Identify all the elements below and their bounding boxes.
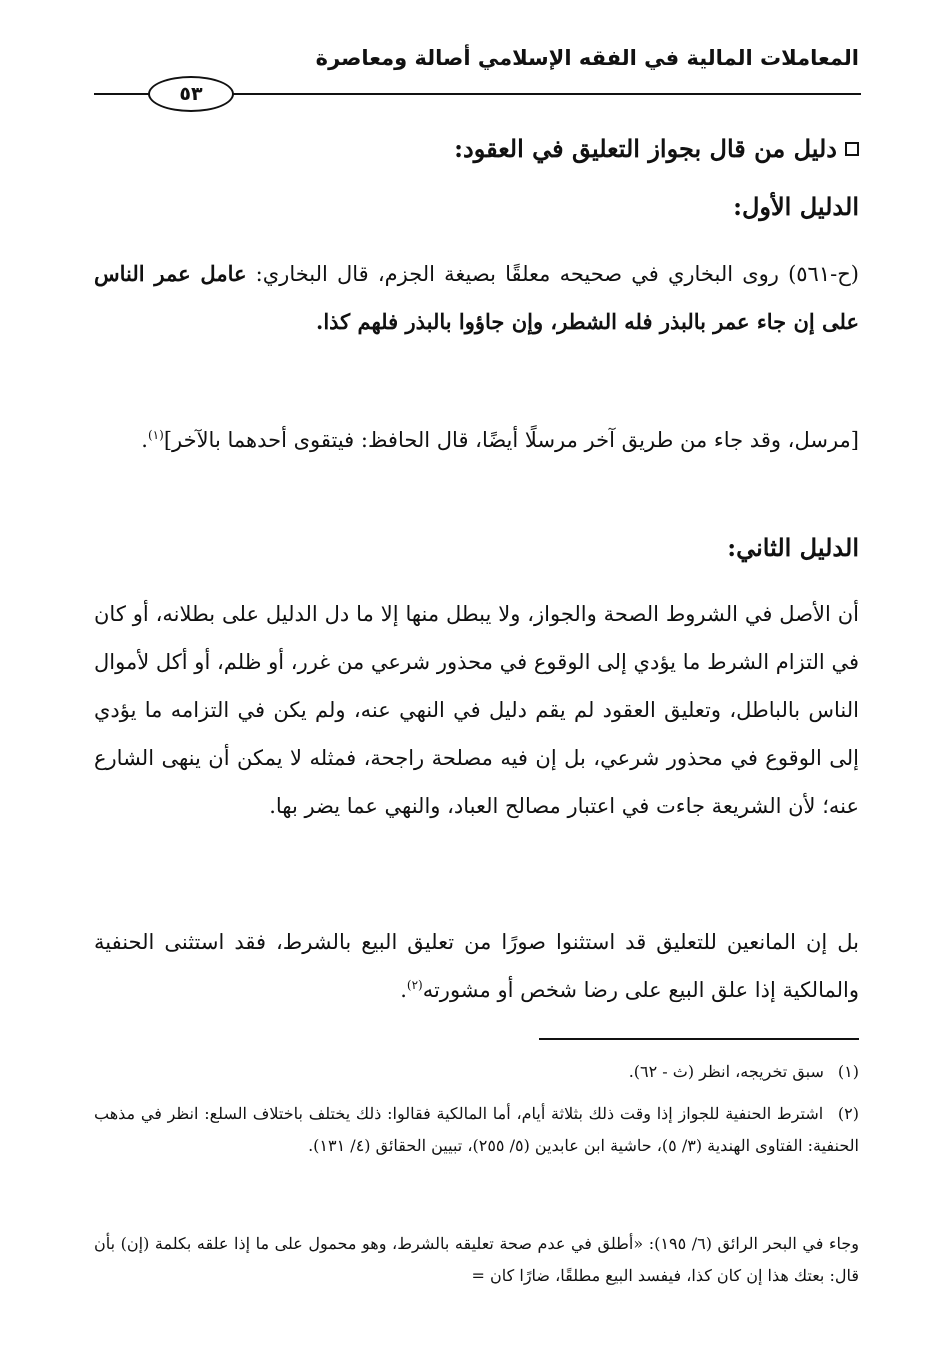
exceptions-end: . <box>400 978 407 1002</box>
footnote-text: اشترط الحنفية للجواز إذا وقت ذلك بثلاثة أيام، أما المالكية فقالوا: ذلك يختلف باختلاف السلع: انظر في مذهب الحنفية: الفتاوى الهندية (٣/ ٥)، حاشية ابن عابدين (٥/ ٢٥٥)، تبيين الحقائق (٤/ ١٣١). <box>94 1104 859 1155</box>
footnote-ref-2[interactable]: (٢) <box>406 978 423 992</box>
footnote-1 <box>94 1056 859 1088</box>
hadith-grading-note <box>94 416 859 464</box>
second-evidence-paragraph: أن الأصل في الشروط الصحة والجواز، ولا يبطل منها إلا ما دل الدليل على بطلانه، أو كان في التزام الشرط ما يؤدي إلى الوقوع في محذور شرعي من غرر، أو ظلم، أو أكل لأموال الناس بالباطل، وتعليق العقود لم يقم دليل في النهي عنه، ولم يكن في التزامه ما يؤدي إلى الوقوع في محذور شرعي، بل إن فيه مصلحة راجحة، فمثله لا يمكن أن ينهى الشارع عنه؛ لأن الشريعة جاءت في اعتبار مصالح العباد، والنهي عما يضر بها. <box>94 602 859 818</box>
section-heading <box>454 134 859 163</box>
footnote-number: (١) <box>837 1062 859 1081</box>
first-evidence-paragraph <box>94 250 859 346</box>
footnote-2-continuation <box>94 1228 859 1292</box>
grading-note-end: . <box>141 428 148 452</box>
footnote-text: وجاء في البحر الرائق (٦/ ١٩٥): «أطلق في عدم صحة تعليقه بالشرط، وهو محمول على ما إذا علقه بكلمة (إن) بأن قال: بعتك هذا إن كان كذا، فيفسد البيع مطلقًا، ضارًا كان = <box>94 1234 860 1285</box>
grading-note-text: [مرسل، وقد جاء من طريق آخر مرسلًا أيضًا، قال الحافظ: فيتقوى أحدهما بالآخر] <box>163 428 859 452</box>
square-bullet-icon <box>845 142 859 156</box>
footnote-number: (٢) <box>837 1104 859 1123</box>
hadith-text: عامل عمر الناس على إن جاء عمر بالبذر فله الشطر، وإن جاؤوا بالبذر فلهم كذا. <box>94 261 859 334</box>
exceptions-text: بل إن المانعين للتعليق قد استثنوا صورًا من تعليق البيع بالشرط، فقد استثنى الحنفية والمالكية إذا علق البيع على رضا شخص أو مشورته <box>94 930 859 1002</box>
exceptions-paragraph <box>94 918 859 1014</box>
hadith-intro: (ح-٥٦١) روى البخاري في صحيحه معلقًا بصيغة الجزم، قال البخاري: <box>255 262 859 286</box>
section-heading-text: دليل من قال بجواز التعليق في العقود: <box>454 134 837 163</box>
second-evidence-heading: الدليل الثاني: <box>727 533 859 562</box>
first-evidence-heading: الدليل الأول: <box>733 192 859 221</box>
running-header-title: المعاملات المالية في الفقه الإسلامي أصالة ومعاصرة <box>315 46 859 70</box>
page-number-badge: ٥٣ <box>148 76 234 112</box>
footnote-2 <box>94 1098 859 1162</box>
footnote-separator <box>539 1038 859 1040</box>
footnote-ref-1[interactable]: (١) <box>147 428 164 442</box>
footnote-text: سبق تخريجه، انظر (ث - ٦٢). <box>628 1062 824 1081</box>
